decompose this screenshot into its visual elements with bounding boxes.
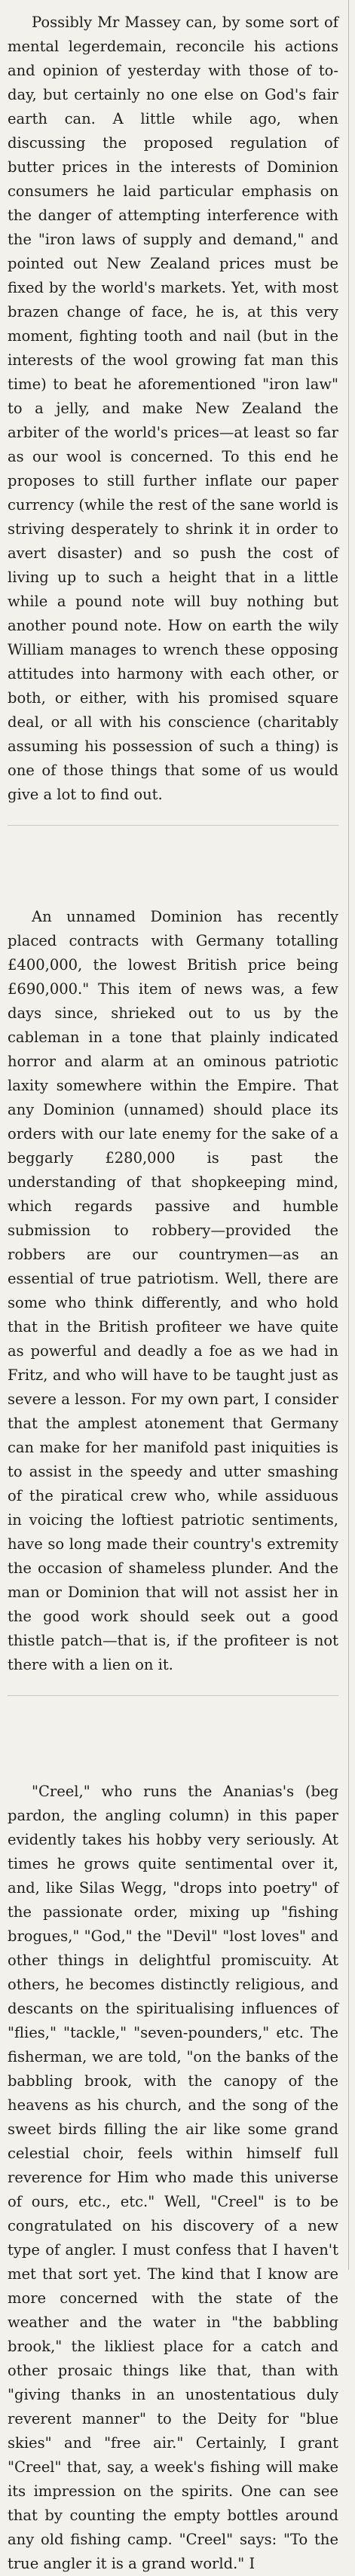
article-separator [8, 807, 338, 836]
article-massey [8, 0, 338, 807]
article-massey-text: Possibly Mr Massey can, by some sort of mental legerdemain, reconcile his actions and opinion of yesterday with those of to-day, but certainly no one else on God's fair earth can. A little while ago, when discussing the proposed regulation of butter prices in the interests of Dominion consumers he laid particular emphasis on the danger of attempting interference with the "iron laws of supply and demand," and pointed out New Zealand prices must be fixed by the world's markets. Yet, with most brazen change of face, he is, at this very moment, fighting tooth and nail (but in the interests of the wool growing fat man this time) to beat he aforementioned "iron law" to a jelly, and make New Zealand the arbiter of the world's prices—at least so far as our wool is concerned. To this end he proposes to still further inflate our paper currency (while the rest of the sane world is striving desperately to shrink it in order to avert disaster) and so push the cost of living up to such a height that in a little while a pound note will buy nothing but another pound note. How on earth the wily William manages to wrench these opposing attitudes into harmony with each other, or both, or either, with his promised square deal, or all with his conscience (charitably assuming his possession of such a thing) is one of those things that some of us would give a lot to find out. [8, 14, 338, 803]
article-creel [8, 1706, 338, 2576]
column-rule [348, 0, 349, 2270]
article-creel-text: "Creel," who runs the Ananias's (beg pardon, the angling column) in this paper evidently takes his hobby very seriously. At times he grows quite sentimental over it, and, like Silas Wegg, "drops into poetry" of the passionate order, mixing up "fishing brogues," "God," the "Devil" "lost loves" and other things in delightful promiscuity. At others, he becomes distinctly religious, and descants on the spiritualising influences of "flies," "tackle," "seven-pounders," etc. The fisherman, we are told, "on the banks of the babbling brook, with the canopy of the heavens as his church, and the song of the sweet birds filling the air like some grand celestial choir, feels within himself full reverence for Him who made this universe of ours, etc., etc." Well, "Creel" is to be congratulated on his discovery of a new type of angler. I must confess that I haven't met that sort yet. The kind that I know are more concerned with the state of the weather and the water in "the babbling brook," the likliest place for a catch and other prosaic things like that, than with "giving thanks in an unostentatious duly reverent manner" to the Deity for "blue skies" and "free air." Certainly, I grant "Creel" that, say, a week's fishing will make its impression on the spirits. One can see that by counting the empty bottles around any old fishing camp. "Creel" says: "To the true angler it is a grand world." I [8, 1783, 338, 2572]
article-unnamed-dominion [8, 836, 338, 1677]
article-separator [8, 1677, 338, 1706]
article-unnamed-dominion-text: An unnamed Dominion has recently placed contracts with Germany totalling £400,000, the lowest British price being £690,000." This item of news was, a few days since, shrieked out to us by the cableman in a tone that plainly indicated horror and alarm at an ominous patriotic laxity somewhere within the Empire. That any Dominion (unnamed) should place its orders with our late enemy for the sake of a beggarly £280,000 is past the understanding of that shopkeeping mind, which regards passive and humble submission to robbery—provided the robbers are our countrymen—as an essential of true patriotism. Well, there are some who think differently, and who hold that in the British profiteer we have quite as powerful and deadly a foe as we had in Fritz, and who will have to be taught just as severe a lesson. For my own part, I consider that the amplest atonement that Germany can make for her manifold past iniquities is to assist in the speedy and utter smashing of the piratical crew who, while assiduous in voicing the loftiest patriotic sentiments, have so long made their country's extremity the occasion of shameless plunder. And the man or Dominion that will not assist her in the good work should seek out a good thistle patch—that is, if the profiteer is not there with a lien on it. [8, 908, 338, 1673]
